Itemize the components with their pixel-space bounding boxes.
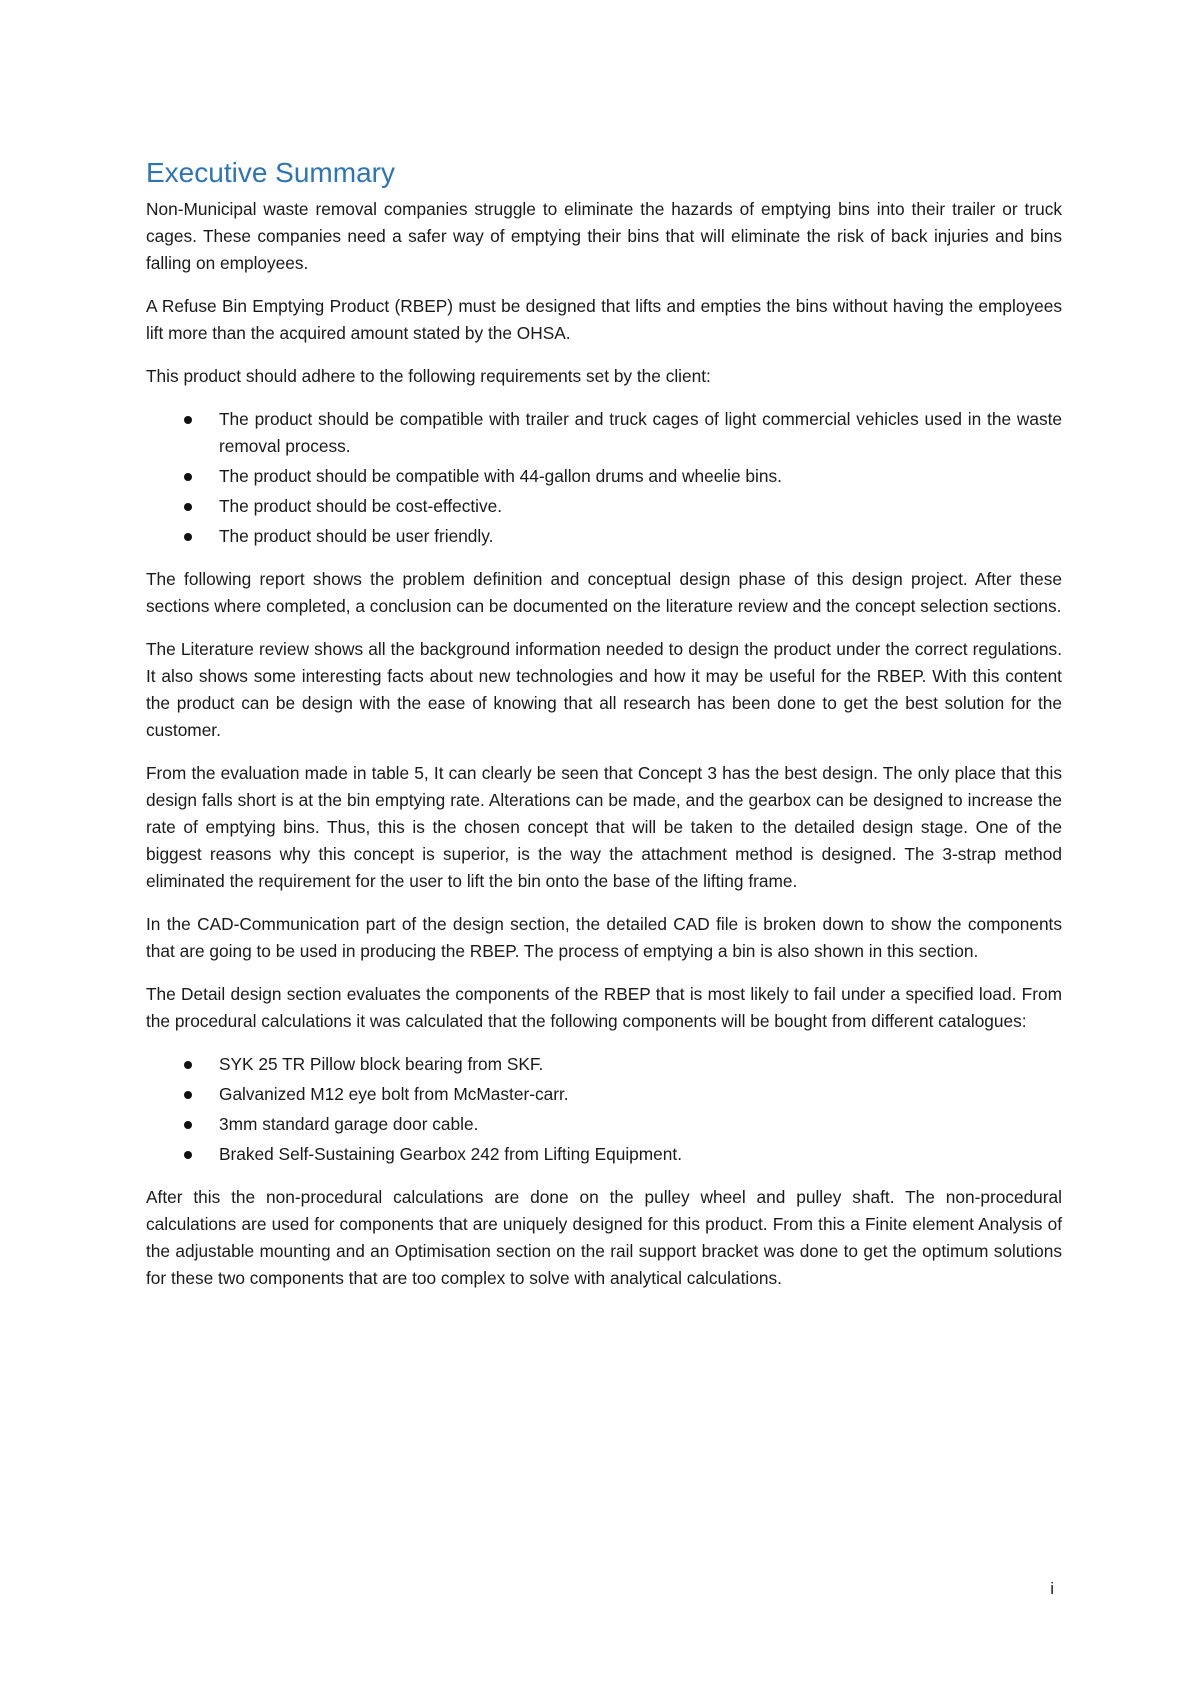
bullet-icon [184,503,192,511]
list-item [146,463,1062,490]
paragraph-detail-design: The Detail design section evaluates the components of the RBEP that is most likely to fail under a specified load. From the procedural calculations it was calculated that the following components will be bought from different catalogues: [146,984,1062,1031]
paragraph-problem: Non-Municipal waste removal companies struggle to eliminate the hazards of emptying bins into their trailer or truck cages. These companies need a safer way of emptying their bins that will eliminate the risk of back injuries and bins falling on employees. [146,199,1062,273]
list-item [146,1111,1062,1138]
list-item-text: The product should be cost-effective. [219,496,503,516]
bullet-icon [184,1151,192,1159]
list-item-text: Galvanized M12 eye bolt from McMaster-carr. [219,1084,569,1104]
paragraph-literature-review: The Literature review shows all the background information needed to design the product under the correct regulations. It also shows some interesting facts about new technologies and how it may be useful for the RBEP. With this content the product can be design with the ease of knowing that all research has been done to get the best solution for the customer. [146,639,1062,740]
components-list [146,1051,1062,1168]
paragraph-rbep: A Refuse Bin Emptying Product (RBEP) must be designed that lifts and empties the bins without having the employees lift more than the acquired amount stated by the OHSA. [146,296,1062,343]
bullet-icon [184,1121,192,1129]
list-item-text: Braked Self-Sustaining Gearbox 242 from Lifting Equipment. [219,1144,683,1164]
body-content [146,196,1062,1308]
paragraph-non-procedural: After this the non-procedural calculations are done on the pulley wheel and pulley shaft. The non-procedural calculations are used for components that are uniquely designed for this product. From this a Finite element Analysis of the adjustable mounting and an Optimisation section on the rail support bracket was done to get the optimum solutions for these two components that are too complex to solve with analytical calculations. [146,1187,1062,1288]
bullet-icon [184,416,192,424]
list-item [146,1051,1062,1078]
list-item [146,523,1062,550]
paragraph-report-overview: The following report shows the problem definition and conceptual design phase of this design project. After these sections where completed, a conclusion can be documented on the literature review and the concept selection sections. [146,569,1062,616]
list-item-text: 3mm standard garage door cable. [219,1114,479,1134]
list-item [146,406,1062,460]
bullet-icon [184,533,192,541]
document-page [146,0,1062,1696]
section-title: Executive Summary [146,157,395,188]
paragraph-concept-evaluation: From the evaluation made in table 5, It can clearly be seen that Concept 3 has the best design. The only place that this design falls short is at the bin emptying rate. Alterations can be made, and the gearbox can be designed to increase the rate of emptying bins. Thus, this is the chosen concept that will be taken to the detailed design stage. One of the biggest reasons why this concept is superior, is the way the attachment method is designed. The 3-strap method eliminated the requirement for the user to lift the bin onto the base of the lifting frame. [146,763,1062,891]
list-item [146,493,1062,520]
list-item-text: The product should be user friendly. [219,526,494,546]
list-item-text: The product should be compatible with 44-gallon drums and wheelie bins. [219,466,782,486]
list-item [146,1081,1062,1108]
bullet-icon [184,1091,192,1099]
page-number: i [1050,1579,1054,1598]
bullet-icon [184,473,192,481]
list-item [146,1141,1062,1168]
list-item-text: The product should be compatible with trailer and truck cages of light commercial vehicles used in the waste removal process. [219,409,1062,456]
bullet-icon [184,1061,192,1069]
requirements-list [146,406,1062,550]
list-item-text: SYK 25 TR Pillow block bearing from SKF. [219,1054,544,1074]
paragraph-cad-communication: In the CAD-Communication part of the design section, the detailed CAD file is broken down to show the components that are going to be used in producing the RBEP. The process of emptying a bin is also shown in this section. [146,914,1062,961]
paragraph-requirements-intro: This product should adhere to the following requirements set by the client: [146,366,711,386]
